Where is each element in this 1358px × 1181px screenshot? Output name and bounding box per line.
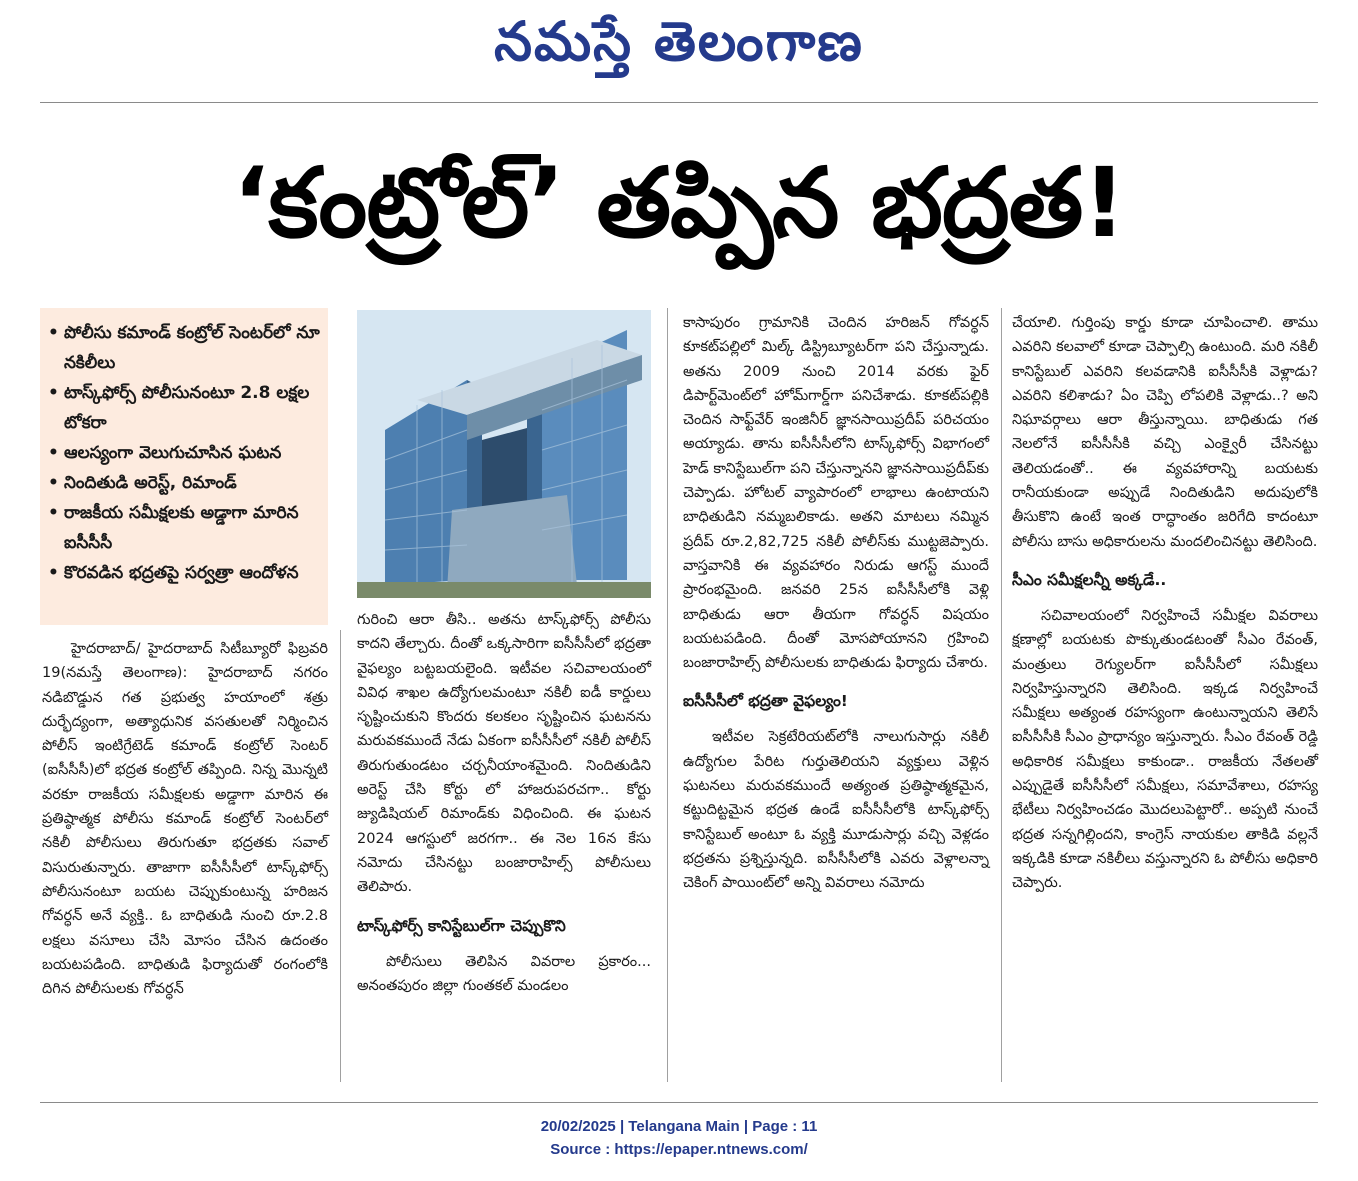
article-paragraph: ఇటీవల సెక్రటేరియట్‌లోకి నాలుగుసార్లు నకిలీ ఉద్యోగుల పేరిట గుర్తుతెలియని వ్యక్తులు వెళ్లిన ఘటనలు మరువకముందే అత్యంత ప్రతిష్ఠాత్మకమైన, కట్టుదిట్టమైన భద్రత ఉండే ఐసీసీసీలోకి టాస్క్‌ఫోర్స్ కానిస్టేబుల్ అంటూ ఓ వ్యక్తి మూడుసార్లు వచ్చి వెళ్లడం భద్రతను ప్రశ్నిస్తున్నది. ఐసీసీసీలోకి ఎవరు వెళ్లాలన్నా చెకింగ్ పాయింట్‌లో అన్ని వివరాలు నమోదు <box>683 729 989 892</box>
article-column-4 <box>1012 311 1318 896</box>
column-rule <box>667 308 668 1082</box>
footer-source-link[interactable]: Source : https://epaper.ntnews.com/ <box>550 1141 808 1158</box>
bullet-icon: • <box>48 473 59 493</box>
highlight-item: • టాస్క్‌ఫోర్స్ పోలీసునంటూ 2.8 లక్షల టోకరా <box>44 378 322 438</box>
section-subhead: ఐసీసీసీలో భద్రతా వైఫల్యం! <box>683 692 848 711</box>
building-illustration <box>357 310 651 598</box>
article-paragraph: హైదరాబాద్/ హైదరాబాద్ సిటీబ్యూరో ఫిబ్రవరి 19(నమస్తే తెలంగాణ): హైదరాబాద్ నగరం నడిబొడ్డున గత ప్రభుత్వ హయాంలో శత్రు దుర్భేద్యంగా, అత్యాధునిక వసతులతో నిర్మించిన పోలీస్ ఇంటిగ్రేటెడ్ కమాండ్ కంట్రోల్ సెంటర్ (ఐసీసీసీ)లో భద్రత కంట్రోల్ తప్పింది. నిన్న మొన్నటి వరకూ రాజకీయ సమీక్షలకు అడ్డాగా మారిన ఈ ప్రతిష్ఠాత్మక పోలీసు కమాండ్ కంట్రోల్ సెంటర్‌లో నకిలీ పోలీసులు తిరుగుతూ భద్రతకు సవాల్ విసురుతున్నారు. తాజాగా ఐసీసీసీలో టాస్క్‌ఫోర్స్ పోలీసునంటూ బయట చెప్పుకుంటున్న హరిజన గోవర్ధన్ అనే వ్యక్తి.. ఓ బాధితుడి నుంచి రూ.2.8 లక్షలు వసూలు చేసి మోసం చేసిన ఉదంతం బయటపడింది. బాధితుడి ఫిర్యాదుతో రంగంలోకి దిగిన పోలీసులకు గోవర్ధన్ <box>42 641 328 998</box>
building-photo <box>357 310 651 598</box>
footer-date-page: 20/02/2025 | Telangana Main | Page : 11 <box>540 1118 818 1135</box>
article-paragraph: చేయాలి. గుర్తింపు కార్డు కూడా చూపించాలి. తాము ఎవరిని కలవాలో కూడా చెప్పాల్సి ఉంటుంది. మరి నకిలీ కానిస్టేబుల్ ఎవరిని కలవడానికి ఐసీసీసీకి వెళ్లాడు? ఎవరిని కలిశాడు? ఏం చెప్పి లోపలికి వెళ్లాడు..? అని నిఘావర్గాలు ఆరా తీస్తున్నాయి. బాధితుడు గత నెలలోనే ఐసీసీసీకి వచ్చి ఎంక్వైరీ చేసినట్టు తెలియడంతో.. ఈ వ్యవహారాన్ని బయటకు రానీయకుండా అప్పుడే నిందితుడిని అదుపులోకి తీసుకొని ఉంటే ఇంత రాద్ధాంతం జరిగేది కాదంటూ పోలీసు బాసు అధికారులను మందలించినట్టు తెలిసింది. <box>1012 315 1318 550</box>
column-rule <box>340 630 341 1082</box>
masthead-rule <box>40 102 1318 103</box>
masthead: నమస్తే తెలంగాణ <box>494 9 864 73</box>
column-rule <box>1001 308 1002 1082</box>
bullet-icon: • <box>48 383 59 403</box>
headline: ‘కంట్రోల్’ తప్పిన భద్రత! <box>232 147 1126 259</box>
highlight-item: • ఆలస్యంగా వెలుగుచూసిన ఘటన <box>44 438 322 468</box>
article-column-2 <box>357 608 651 998</box>
article-column-1 <box>42 637 328 1001</box>
footer-rule <box>40 1102 1318 1103</box>
bullet-icon: • <box>48 443 59 463</box>
section-subhead: టాస్క్‌ఫోర్స్ కానిస్టేబుల్‌గా చెప్పుకొని <box>357 916 566 935</box>
highlights-box <box>40 308 328 625</box>
bullet-icon: • <box>48 503 59 523</box>
highlight-item: • నిందితుడి అరెస్ట్, రిమాండ్ <box>44 468 322 498</box>
highlight-item: • రాజకీయ సమీక్షలకు అడ్డాగా మారిన ఐసీసీసీ <box>44 498 322 558</box>
section-subhead: సీఎం సమీక్షలన్నీ అక్కడే.. <box>1012 570 1167 589</box>
article-paragraph: పోలీసులు తెలిపిన వివరాల ప్రకారం... అనంతపురం జిల్లా గుంతకల్ మండలం <box>357 953 651 994</box>
article-paragraph: సచివాలయంలో నిర్వహించే సమీక్షల వివరాలు క్షణాల్లో బయటకు పొక్కుతుండటంతో సీఎం రేవంత్, మంత్రులు రెగ్యులర్‌గా ఐసీసీసీలో సమీక్షలు నిర్వహిస్తున్నారని తెలిసింది. ఇక్కడ నిర్వహించే సమీక్షలు అత్యంత రహస్యంగా ఉంటున్నాయని తెలిసే ఐసీసీసీకి సీఎం ప్రాధాన్యం ఇస్తున్నారు. సీఎం రేవంత్ రెడ్డి అధికారిక సమీక్షలు కాకుండా.. రాజకీయ నేతలతో ఎప్పుడైతే ఐసీసీసీలో సమీక్షలు, సమావేశాలు, రహస్య భేటీలు నిర్వహించడం మొదలుపెట్టారో.. అప్పటి నుంచే భద్రత సన్నగిల్లిందని, కాంగ్రెస్ నాయకుల తాకిడి వల్లనే ఇక్కడికి కూడా నకిలీలు వస్తున్నారని ఓ పోలీసు అధికారి చెప్పారు. <box>1012 607 1318 892</box>
bullet-icon: • <box>48 563 59 583</box>
article-paragraph: గురించి ఆరా తీసి.. అతను టాస్క్‌ఫోర్స్ పోలీసు కాదని తేల్చారు. దీంతో ఒక్కసారిగా ఐసీసీసీలో భద్రతా వైఫల్యం బట్టబయలైంది. ఇటీవల సచివాలయంలో వివిధ శాఖల ఉద్యోగులమంటూ నకిలీ ఐడీ కార్డులు సృష్టించుకుని కొందరు కలకలం సృష్టించిన ఘటనను మరువకముందే నేడు ఏకంగా ఐసీసీసీలో నకిలీ పోలీస్ తిరుగుతుండటం చర్చనీయాంశమైంది. నిందితుడిని అరెస్ట్ చేసి కోర్టు లో హాజరుపరచగా.. కోర్టు జ్యుడిషియల్ రిమాండ్‌కు విధించింది. ఈ ఘటన 2024 ఆగస్టులో జరగగా.. ఈ నెల 16న కేసు నమోదు చేసినట్టు బంజారాహిల్స్ పోలీసులు తెలిపారు. <box>357 612 651 896</box>
bullet-icon: • <box>48 323 59 343</box>
highlight-item: • కొరవడిన భద్రతపై సర్వత్రా ఆందోళన <box>44 558 322 588</box>
highlight-item: • పోలీసు కమాండ్ కంట్రోల్ సెంటర్‌లో నూ నకిలీలు <box>44 318 322 378</box>
article-paragraph: కాసాపురం గ్రామానికి చెందిన హరిజన్ గోవర్ధన్ కూకట్‌పల్లిలో మిల్క్ డిస్ట్రిబ్యూటర్‌గా పని చేస్తున్నాడు. అతను 2009 నుంచి 2014 వరకు ఫైర్ డిపార్ట్‌మెంట్‌లో హోమ్‌గార్డ్‌గా పనిచేశాడు. కూకట్‌పల్లికి చెందిన సాఫ్ట్‌వేర్ ఇంజినీర్ జ్ఞానసాయిప్రదీప్ పరిచయం అయ్యాడు. తాను ఐసీసీసీలోని టాస్క్‌ఫోర్స్ విభాగంలో హెడ్ కానిస్టేబుల్‌గా పని చేస్తున్నానని జ్ఞానసాయిప్రదీప్‌కు చెప్పాడు. హోటల్ వ్యాపారంలో లాభాలు ఉంటాయని బాధితుడిని నమ్మబలికాడు. అతని మాటలు నమ్మిన ప్రదీప్ రూ.2,82,725 నకిలీ పోలీస్‌కు ముట్టజెప్పారు. వాస్తవానికి ఈ వ్యవహారం నిరుడు ఆగస్ట్ ముందే ప్రారంభమైంది. జనవరి 25న ఐసీసీసీలోకి వెళ్లి బాధితుడు ఆరా తీయగా గోవర్ధన్ విషయం బయటపడింది. దీంతో మోసపోయానని గ్రహించి బంజారాహిల్స్ పోలీసులకు బాధితుడు ఫిర్యాదు చేశారు. <box>683 315 989 672</box>
article-column-3 <box>683 311 989 896</box>
